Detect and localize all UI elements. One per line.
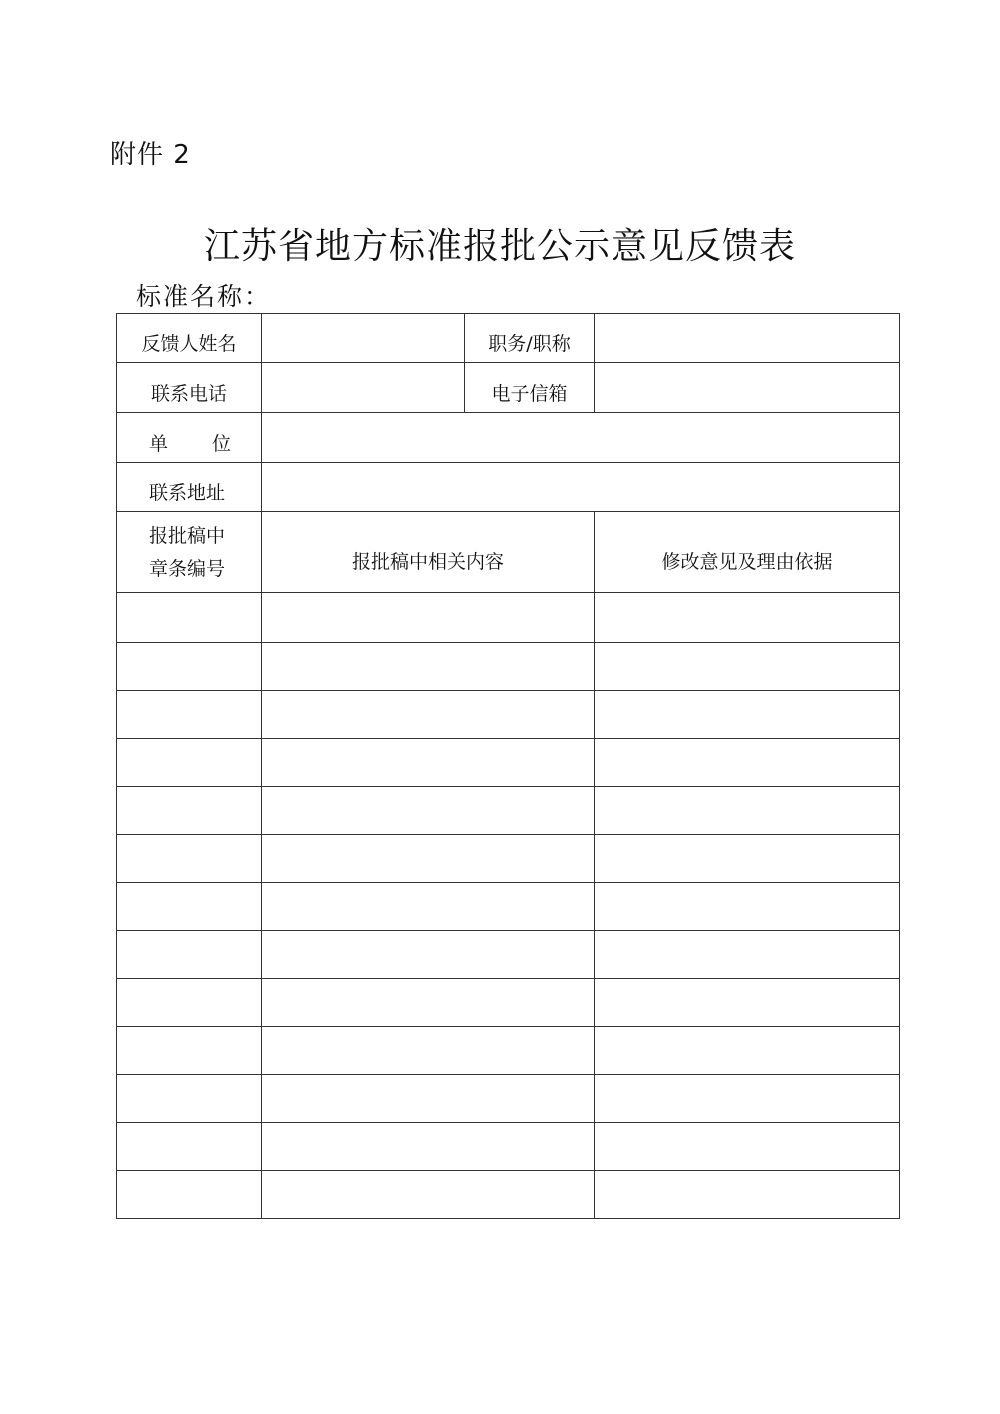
clause-number-cell[interactable] (117, 1171, 262, 1219)
clause-number-cell[interactable] (117, 739, 262, 787)
table-row (117, 643, 900, 691)
feedback-form-table (116, 313, 900, 1219)
related-content-cell[interactable] (262, 1171, 595, 1219)
related-content-cell[interactable] (262, 883, 595, 931)
table-row (117, 1075, 900, 1123)
unit-row (117, 413, 900, 463)
phone-field[interactable] (262, 363, 465, 413)
related-content-cell[interactable] (262, 931, 595, 979)
clause-number-cell[interactable] (117, 593, 262, 643)
table-row (117, 739, 900, 787)
clause-number-cell[interactable] (117, 1075, 262, 1123)
header-revision-opinion: 修改意见及理由依据 (595, 512, 900, 593)
table-row (117, 883, 900, 931)
revision-opinion-cell[interactable] (595, 739, 900, 787)
revision-opinion-cell[interactable] (595, 787, 900, 835)
related-content-cell[interactable] (262, 835, 595, 883)
revision-opinion-cell[interactable] (595, 643, 900, 691)
revision-opinion-cell[interactable] (595, 1027, 900, 1075)
unit-label-char-1: 单 (149, 433, 169, 455)
unit-label (117, 413, 262, 463)
clause-number-cell[interactable] (117, 787, 262, 835)
header-clause-number (117, 512, 262, 593)
attachment-label: 附件 2 (110, 140, 191, 170)
header-clause-line-2: 章条编号 (149, 558, 226, 580)
address-label: 联系地址 (117, 463, 262, 512)
unit-label-char-2: 位 (211, 433, 231, 455)
table-row (117, 931, 900, 979)
clause-number-cell[interactable] (117, 691, 262, 739)
email-field[interactable] (595, 363, 900, 413)
feedback-name-row (117, 314, 900, 363)
table-header-row (117, 512, 900, 593)
clause-number-cell[interactable] (117, 1027, 262, 1075)
clause-number-cell[interactable] (117, 883, 262, 931)
revision-opinion-cell[interactable] (595, 883, 900, 931)
table-row (117, 979, 900, 1027)
revision-opinion-cell[interactable] (595, 691, 900, 739)
related-content-cell[interactable] (262, 739, 595, 787)
position-title-label: 职务/职称 (465, 314, 595, 363)
revision-opinion-cell[interactable] (595, 979, 900, 1027)
clause-number-cell[interactable] (117, 643, 262, 691)
phone-label: 联系电话 (117, 363, 262, 413)
header-related-content: 报批稿中相关内容 (262, 512, 595, 593)
unit-field[interactable] (262, 413, 900, 463)
revision-opinion-cell[interactable] (595, 1123, 900, 1171)
table-row (117, 691, 900, 739)
standard-name-label: 标准名称： (136, 282, 272, 311)
related-content-cell[interactable] (262, 1123, 595, 1171)
revision-opinion-cell[interactable] (595, 1075, 900, 1123)
related-content-cell[interactable] (262, 643, 595, 691)
clause-number-cell[interactable] (117, 1123, 262, 1171)
table-row (117, 787, 900, 835)
feedback-name-field[interactable] (262, 314, 465, 363)
table-row (117, 593, 900, 643)
related-content-cell[interactable] (262, 691, 595, 739)
clause-number-cell[interactable] (117, 835, 262, 883)
clause-number-cell[interactable] (117, 931, 262, 979)
blank-rows (117, 593, 900, 1219)
related-content-cell[interactable] (262, 1027, 595, 1075)
table-row (117, 1171, 900, 1219)
email-label: 电子信箱 (465, 363, 595, 413)
header-clause-line-1: 报批稿中 (149, 525, 226, 547)
position-title-field[interactable] (595, 314, 900, 363)
table-row (117, 1027, 900, 1075)
revision-opinion-cell[interactable] (595, 1171, 900, 1219)
address-field[interactable] (262, 463, 900, 512)
revision-opinion-cell[interactable] (595, 835, 900, 883)
revision-opinion-cell[interactable] (595, 593, 900, 643)
table-row (117, 1123, 900, 1171)
page-title: 江苏省地方标准报批公示意见反馈表 (203, 226, 796, 267)
phone-row (117, 363, 900, 413)
related-content-cell[interactable] (262, 979, 595, 1027)
address-row (117, 463, 900, 512)
related-content-cell[interactable] (262, 787, 595, 835)
clause-number-cell[interactable] (117, 979, 262, 1027)
revision-opinion-cell[interactable] (595, 931, 900, 979)
related-content-cell[interactable] (262, 593, 595, 643)
feedback-name-label: 反馈人姓名 (117, 314, 262, 363)
related-content-cell[interactable] (262, 1075, 595, 1123)
table-row (117, 835, 900, 883)
